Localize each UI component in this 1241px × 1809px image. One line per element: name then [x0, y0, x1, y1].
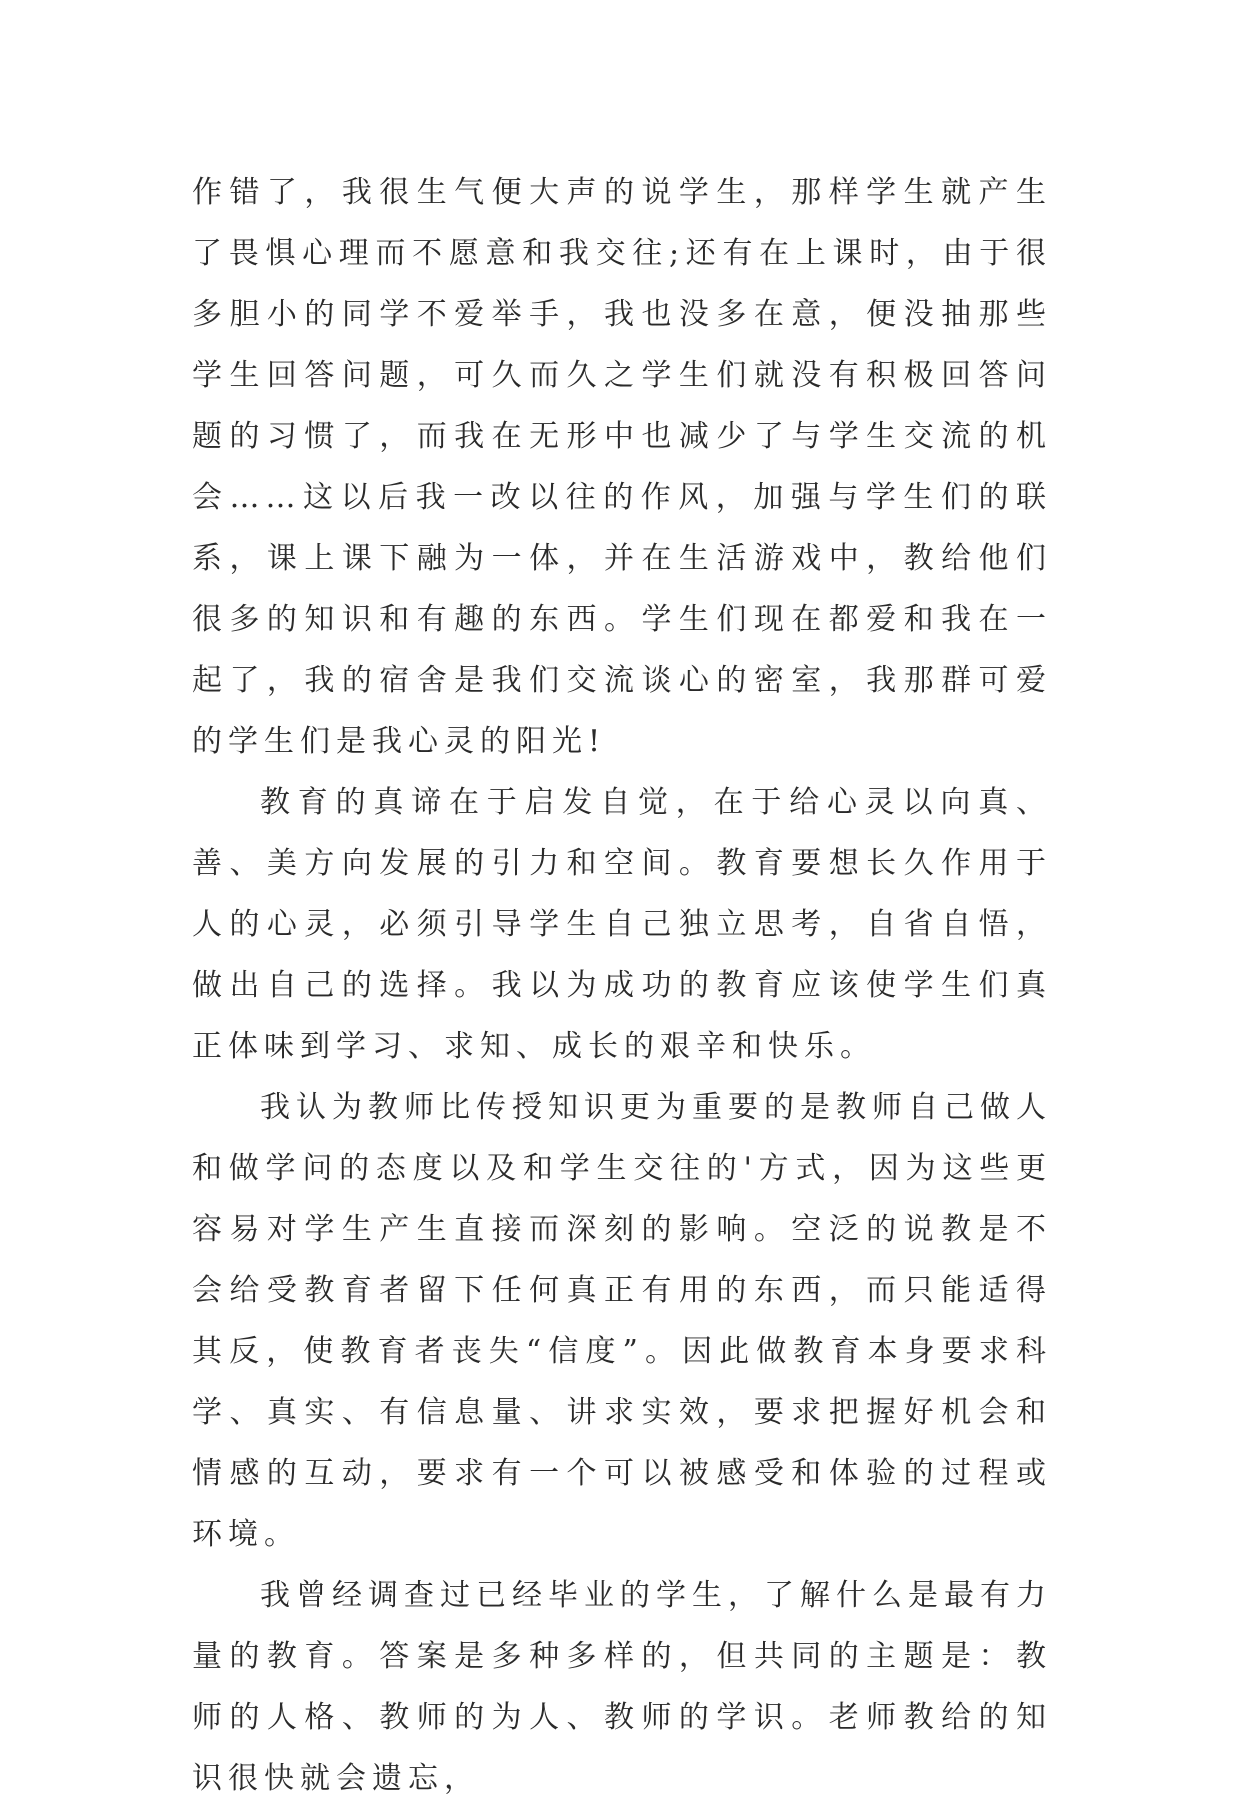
paragraph-3: 我认为教师比传授知识更为重要的是教师自己做人和做学问的态度以及和学生交往的'方式，因为这些更容易对学生产生直接而深刻的影响。空泛的说教是不会给受教育者留下任何真正有用的东西，而只能适得其反，使教育者丧失“信度”。因此做教育本身要求科学、真实、有信息量、讲求实效，要求把握好机会和情感的互动，要求有一个可以被感受和体验的过程或环境。 — [192, 1090, 1052, 1552]
paragraph-2: 教育的真谛在于启发自觉，在于给心灵以向真、善、美方向发展的引力和空间。教育要想长久作用于人的心灵，必须引导学生自己独立思考，自省自悟，做出自己的选择。我以为成功的教育应该使学生们真正体味到学习、求知、成长的艰辛和快乐。 — [192, 785, 1052, 1064]
body-text — [192, 162, 1052, 1809]
paragraph-1: 作错了，我很生气便大声的说学生，那样学生就产生了畏惧心理而不愿意和我交往;还有在上课时，由于很多胆小的同学不爱举手，我也没多在意，便没抽那些学生回答问题，可久而久之学生们就没有积极回答问题的习惯了，而我在无形中也减少了与学生交流的机会……这以后我一改以往的作风，加强与学生们的联系，课上课下融为一体，并在生活游戏中，教给他们很多的知识和有趣的东西。学生们现在都爱和我在一起了，我的宿舍是我们交流谈心的密室，我那群可爱的学生们是我心灵的阳光! — [192, 175, 1052, 759]
paragraph-4: 我曾经调查过已经毕业的学生，了解什么是最有力量的教育。答案是多种多样的，但共同的主题是：教师的人格、教师的为人、教师的学识。老师教给的知识很快就会遗忘， — [192, 1578, 1052, 1796]
